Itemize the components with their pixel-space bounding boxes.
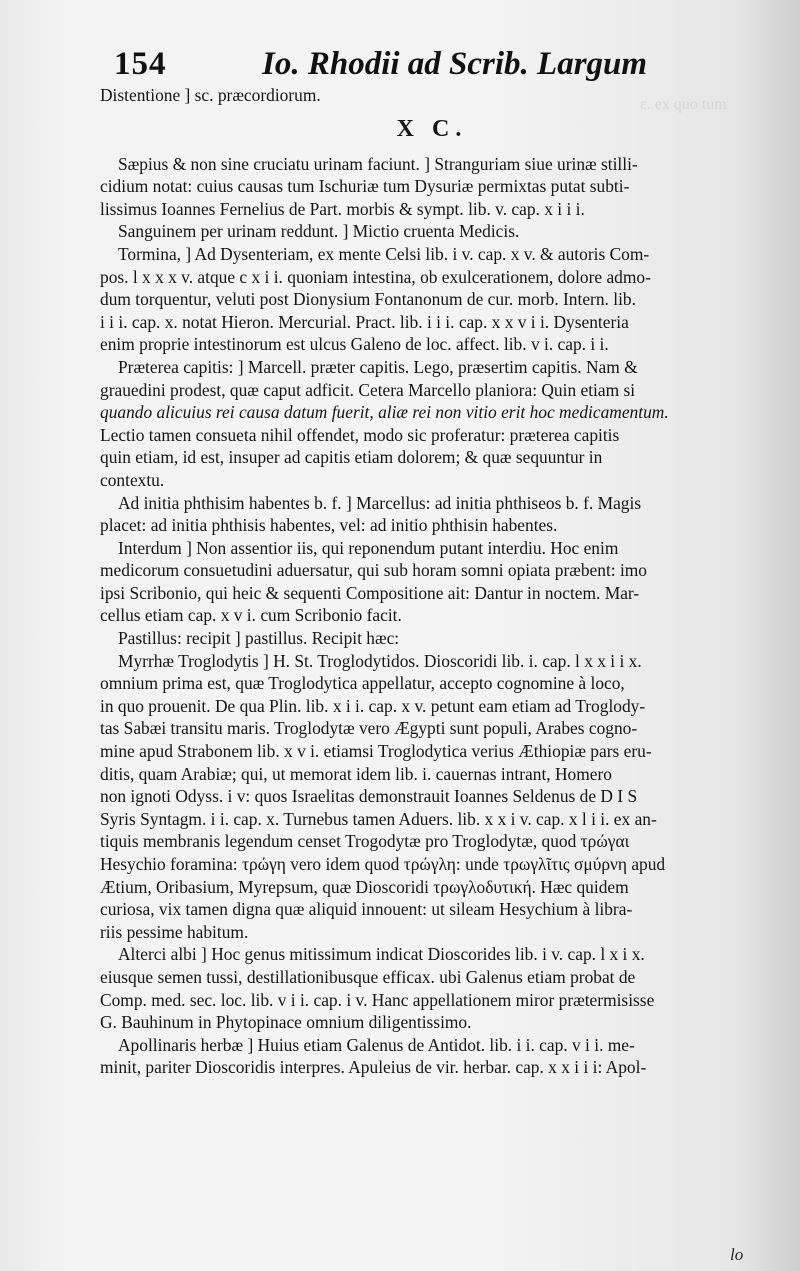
text-line: ipsi Scribonio, qui heic & sequenti Compositione ait: Dantur in noctem. Mar- xyxy=(100,582,640,603)
text-line: Interdum ] Non assentior iis, qui reponendum putant interdiu. Hoc enim xyxy=(118,537,619,558)
catchword: lo xyxy=(730,1245,744,1264)
page-number: 154 xyxy=(114,46,167,82)
text-line: dum torquentur, veluti post Dionysium Fontanonum de cur. morb. Intern. lib. xyxy=(100,289,636,310)
text-line: medicorum consuetudini aduersatur, qui sub horam somni opiata præbent: imo xyxy=(100,560,648,581)
text-line: Apollinaris herbæ ] Huius etiam Galenus de Antidot. lib. i i. cap. v i i. me- xyxy=(118,1034,635,1055)
text-line: curiosa, vix tamen digna quæ aliquid innouent: ut sileam Hesychium à libra- xyxy=(100,899,633,920)
text-line: Hesychio foramina: τρώγη vero idem quod τρώγλη: unde τρωγλῖτις σμύρνη apud xyxy=(100,854,666,874)
text-line: mine apud Strabonem lib. x v i. etiamsi Troglodytica verius Æthiopiæ pars eru- xyxy=(100,741,652,762)
text-line: eiusque semen tussi, destillationibusque efficax. ubi Galenus etiam probat de xyxy=(100,966,636,987)
text-line: Tormina, ] Ad Dysenteriam, ex mente Celsi lib. i v. cap. x v. & autoris Com- xyxy=(118,243,650,264)
text-line: quin etiam, id est, insuper ad capitis etiam dolorem; & quæ sequuntur in xyxy=(100,447,603,468)
text-line: Syris Syntagm. i i. cap. x. Turnebus tamen Aduers. lib. x x i v. cap. x l i i. ex an- xyxy=(100,808,657,829)
text-line: tiquis membranis legendum censet Trogodytæ pro Troglodytæ, quod τρώγαι xyxy=(100,831,630,852)
text-line: i i i. cap. x. notat Hieron. Mercurial. Pract. lib. i i i. cap. x x v i i. Dysenteria xyxy=(100,311,629,332)
text-line: Sæpius & non sine cruciatu urinam faciunt. ] Stranguriam siue urinæ stilli- xyxy=(118,153,638,174)
text-line: Præterea capitis: ] Marcell. præter capitis. Lego, præsertim capitis. Nam & xyxy=(118,356,638,377)
bleed-through-text: ε. ex quo tum xyxy=(640,96,727,113)
page-header xyxy=(100,46,648,86)
text-line: Alterci albi ] Hoc genus mitissimum indicat Dioscorides lib. i v. cap. l x i x. xyxy=(118,944,645,965)
text-line: Lectio tamen consueta nihil offendet, modo sic proferatur: præterea capitis xyxy=(100,424,620,445)
text-line: Distentione ] sc. præcordiorum. xyxy=(100,85,321,105)
text-line: Sanguinem per urinam reddunt. ] Mictio cruenta Medicis. xyxy=(118,221,520,242)
text-line: enim proprie intestinorum est ulcus Galeno de loc. affect. lib. v i. cap. i i. xyxy=(100,334,609,355)
text-line: riis pessime habitum. xyxy=(100,921,249,942)
text-line: lissimus Ioannes Fernelius de Part. morbis & sympt. lib. v. cap. x i i i. xyxy=(100,198,585,219)
text-line: contextu. xyxy=(100,469,165,490)
text-line: cellus etiam cap. x v i. cum Scribonio facit. xyxy=(100,605,402,626)
text-line: tas Sabæi transitu maris. Troglodytæ vero Ægypti sunt populi, Arabes cogno- xyxy=(100,718,638,739)
text-line: Myrrhæ Troglodytis ] H. St. Troglodytidos. Dioscoridi lib. i. cap. l x x i i x. xyxy=(118,650,642,671)
running-title: Io. Rhodii ad Scrib. Largum xyxy=(262,46,648,82)
text-line: pos. l x x x v. atque c x i i. quoniam intestina, ob exulcerationem, dolore admo- xyxy=(100,266,651,287)
text-line: omnium prima est, quæ Troglodytica appellatur, accepto cognomine à loco, xyxy=(100,673,625,694)
text-line: ditis, quam Arabiæ; qui, ut memorat idem lib. i. cauernas intrant, Homero xyxy=(100,763,612,784)
text-line: cidium notat: cuius causas tum Ischuriæ tum Dysuriæ permixtas putat subti- xyxy=(100,176,630,197)
text-line: placet: ad initia phthisis habentes, vel: ad initio phthisin habentes. xyxy=(100,515,558,536)
text-line: minit, pariter Dioscoridis interpres. Apuleius de vir. herbar. cap. x x i i i: Apol- xyxy=(100,1057,647,1078)
text-line: Comp. med. sec. loc. lib. v i i. cap. i v. Hanc appellationem miror prætermisisse xyxy=(100,989,655,1010)
section-title: X C. xyxy=(396,115,468,142)
text-line: in quo prouenit. De qua Plin. lib. x i i. cap. x v. petunt eam etiam ad Troglody- xyxy=(100,695,646,716)
text-line: Ætium, Oribasium, Myrepsum, quæ Dioscoridi τρωγλοδυτική. Hæc quidem xyxy=(100,876,629,897)
text-line: Pastillus: recipit ] pastillus. Recipit hæc: xyxy=(118,628,400,649)
text-line: G. Bauhinum in Phytopinace omnium diligentissimo. xyxy=(100,1012,472,1033)
text-line: grauedini prodest, quæ caput adficit. Cetera Marcello planiora: Quin etiam si xyxy=(100,379,636,400)
text-line: non ignoti Odyss. i v: quos Israelitas demonstrauit Ioannes Seldenus de D I S xyxy=(100,786,638,807)
text-line: Ad initia phthisim habentes b. f. ] Marcellus: ad initia phthiseos b. f. Magis xyxy=(118,492,642,513)
body-text xyxy=(100,84,764,1079)
text-line: quando alicuius rei causa datum fuerit, aliæ rei non vitio erit hoc medicamentum. xyxy=(100,402,669,423)
